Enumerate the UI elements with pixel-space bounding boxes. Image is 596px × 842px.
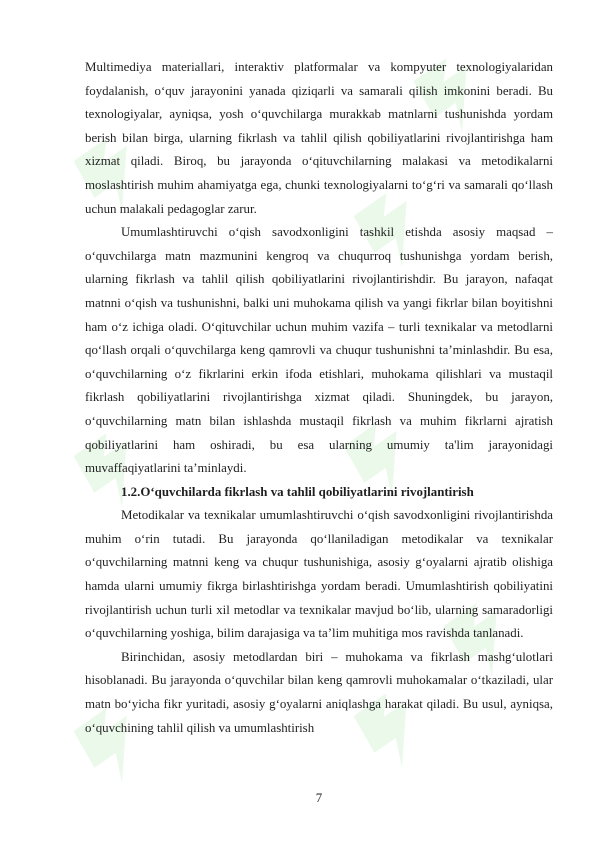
paragraph-1: Multimediya materiallari, interaktiv platformalar va kompyuter texnologiyalaridan foydalanish, o‘quv jarayonini yanada qiziqarli va samarali qilish imkonini beradi. Bu texnologiyalar, ayniqsa, yosh o‘quvchilarga murakkab matnlarni tushunishda yordam berish bilan birga, ularning fikrlash va tahlil qilish qobiliyatlarini rivojlantirishga ham xizmat qiladi. Biroq, bu jarayonda o‘qituvchilarning malakasi va metodikalarni moslashtirish muhim ahamiyatga ega, chunki texnologiyalarni to‘g‘ri va samarali qo‘llash uchun malakali pedagoglar zarur. [85, 60, 553, 216]
paragraph-2: Umumlashtiruvchi o‘qish savodxonligini tashkil etishda asosiy maqsad – o‘quvchilarga matn mazmunini kengroq va chuqurroq tushunishga yordam berish, ularning fikrlash va tahlil qilish qobiliyatlarini rivojlantirishdir. Bu jarayon, nafaqat matnni o‘qish va tushunishni, balki uni muhokama qilish va yangi fikrlar bilan boyitishni ham o‘z ichiga oladi. O‘qituvchilar uchun muhim vazifa – turli texnikalar va metodlarni qo‘llash orqali o‘quvchilarga keng qamrovli va chuqur tushunishni ta’minlashdir. Bu esa, o‘quvchilarning o‘z fikrlarini erkin ifoda etishlari, muhokama qilishlari va mustaqil fikrlash qobiliyatlarini rivojlantirishga xizmat qiladi. Shuningdek, bu jarayon, o‘quvchilarning matn bilan ishlashda mustaqil fikrlash va muhim fikrlarni ajratish qobiliyatlarini ham oshiradi, bu esa ularning umumiy ta'lim jarayonidagi muvaffaqiyatlarini ta’minlaydi. [85, 225, 553, 476]
paragraph-3: Metodikalar va texnikalar umumlashtiruvchi o‘qish savodxonligini rivojlantirishda muhim o‘rin tutadi. Bu jarayonda qo‘llaniladigan metodikalar va texnikalar o‘quvchilarning matnni keng va chuqur tushunishiga, asosiy g‘oyalarni ajratib olishiga hamda ularni umumiy fikrga birlashtirishga yordam beradi. Umumlashtirish qobiliyatini rivojlantirish uchun turli xil metodlar va texnikalar mavjud bo‘lib, ularning samaradorligi o‘quvchilarning yoshiga, bilim darajasiga va ta’lim muhitiga mos ravishda tanlanadi. [85, 508, 553, 641]
page-number: 7 [315, 791, 323, 805]
section-heading: 1.2.O‘quvchilarda fikrlash va tahlil qobiliyatlarini rivojlantirish [121, 484, 474, 499]
document-body [85, 56, 553, 740]
paragraph-4: Birinchidan, asosiy metodlardan biri – muhokama va fikrlash mashg‘ulotlari hisoblanadi. Bu jarayonda o‘quvchilar bilan keng qamrovli muhokamalar o‘tkaziladi, ular matn bo‘yicha fikr yuritadi, asosiy g‘oyalarni aniqlashga harakat qiladi. Bu usul, ayniqsa, o‘quvchining tahlil qilish va umumlashtirish [85, 649, 553, 735]
